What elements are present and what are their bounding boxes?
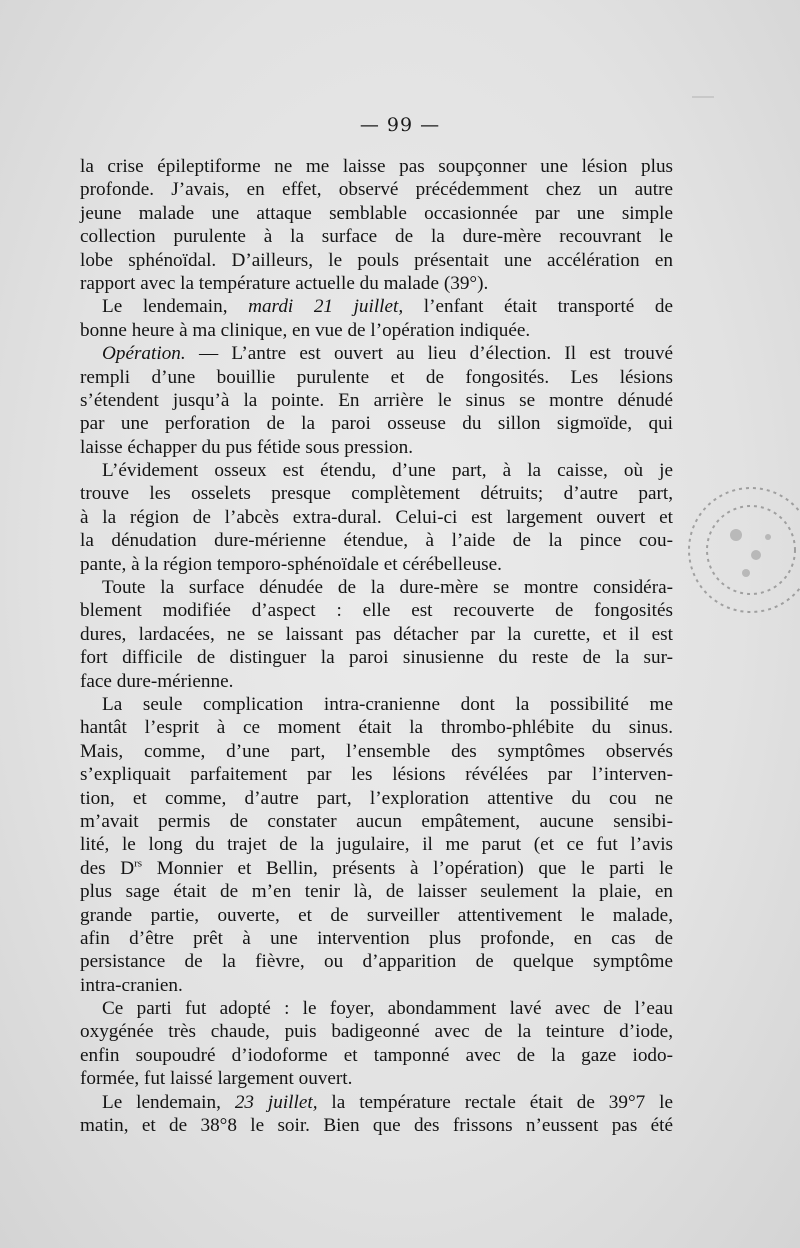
text-line: plus sage était de m’en tenir là, de laisser seulement la plaie, en — [80, 881, 673, 903]
text-line: persistance de la fièvre, ou d’apparition de quelque symptôme — [80, 951, 673, 973]
text-line: collection purulente à la surface de la dure-mère recouvrant le — [80, 226, 673, 248]
text-line: enfin soupoudré d’iodoforme et tamponné avec de la gaze iodo- — [80, 1044, 673, 1066]
text-line: lité, le long du trajet de la jugulaire, il me parut (et ce fut l’avis — [80, 834, 673, 856]
text-line: Ce parti fut adopté : le foyer, abondamment lavé avec de l’eau — [102, 998, 673, 1020]
scan-artifact — [692, 96, 714, 98]
text-line: face dure-mérienne. — [80, 670, 234, 692]
text-line: L’évidement osseux est étendu, d’une part, à la caisse, où je — [102, 460, 673, 482]
text-line: tion, et comme, d’autre part, l’exploration attentive du cou ne — [80, 787, 673, 809]
text-line: blement modifiée d’aspect : elle est recouverte de fongosités — [80, 600, 673, 622]
text-line: m’avait permis de constater aucun empâtement, aucune sensibi- — [80, 810, 673, 832]
text-line: Mais, comme, d’une part, l’ensemble des symptômes observés — [80, 740, 673, 762]
text-line: dures, lardacées, ne se laissant pas détacher par la curette, et il est — [80, 623, 673, 645]
text-line: hantât l’esprit à ce moment était la thrombo-phlébite du sinus. — [80, 717, 673, 739]
text-line: trouve les osselets presque complètement détruits; d’autre part, — [80, 483, 673, 505]
text-line: Le lendemain, 23 juillet, la température rectale était de 39°7 le — [102, 1091, 674, 1113]
italic-text: mardi 21 juillet, — [248, 296, 404, 318]
text-line: par une perforation de la paroi osseuse du sillon sigmoïde, qui — [80, 413, 673, 435]
library-stamp — [676, 455, 800, 645]
text-line: formée, fut laissé largement ouvert. — [80, 1068, 353, 1090]
text-line: profonde. J’avais, en effet, observé précédemment chez un autre — [80, 179, 673, 201]
text-line: pante, à la région temporo-sphénoïdale et cérébelleuse. — [80, 553, 502, 575]
text-line: des $D^{rs}$ Monnier et Bellin, présents à l’opération) que le parti le — [80, 857, 673, 879]
text-line: lobe sphénoïdal. D’ailleurs, le pouls présentait une accélération en — [80, 249, 673, 271]
text-line: la crise épileptiforme ne me laisse pas soupçonner une lésion plus — [80, 156, 673, 177]
text-line: à la région de l’abcès extra-dural. Celui-ci est largement ouvert et — [80, 506, 673, 528]
text-line: s’étendent jusqu’à la pointe. En arrière le sinus se montre dénudé — [80, 389, 673, 411]
text-line: la dénudation dure-mérienne étendue, à l’aide de la pince cou- — [80, 530, 673, 552]
text-line: Toute la surface dénudée de la dure-mère se montre considéra- — [102, 577, 673, 599]
page-number: — 99 — — [359, 114, 441, 136]
italic-text: Opération. — [102, 343, 186, 365]
text-line: La seule complication intra-cranienne dont la possibilité me — [102, 693, 673, 715]
text-line: laisse échapper du pus fétide sous pression. — [80, 436, 414, 458]
italic-text: 23 juillet, — [234, 1091, 318, 1113]
text-line: rapport avec la température actuelle du malade (39°). — [80, 272, 489, 294]
text-line: afin d’être prêt à une intervention plus profonde, en cas de — [80, 927, 673, 949]
text-line: oxygénée très chaude, puis badigeonné avec de la teinture d’iode, — [80, 1021, 673, 1043]
text-line: jeune malade une attaque semblable occasionnée par une simple — [80, 202, 673, 224]
superscript: rs — [134, 857, 143, 870]
body-text — [80, 155, 673, 1137]
text-line: Le lendemain, mardi 21 juillet, l’enfant était transporté de — [102, 296, 673, 318]
text-line: bonne heure à ma clinique, en vue de l’opération indiquée. — [80, 319, 531, 341]
text-line: Opération. — L’antre est ouvert au lieu d’élection. Il est trouvé — [102, 343, 673, 365]
text-line: s’expliquait parfaitement par les lésions révélées par l’interven- — [80, 764, 673, 786]
text-line: grande partie, ouverte, et de surveiller attentivement le malade, — [80, 904, 673, 926]
text-line: fort difficile de distinguer la paroi sinusienne du reste de la sur- — [80, 647, 673, 669]
text-line: rempli d’une bouillie purulente et de fongosités. Les lésions — [80, 366, 673, 388]
text-line: matin, et de 38°8 le soir. Bien que des frissons n’eussent pas été — [80, 1115, 673, 1137]
text-line: intra-cranien. — [80, 974, 183, 996]
